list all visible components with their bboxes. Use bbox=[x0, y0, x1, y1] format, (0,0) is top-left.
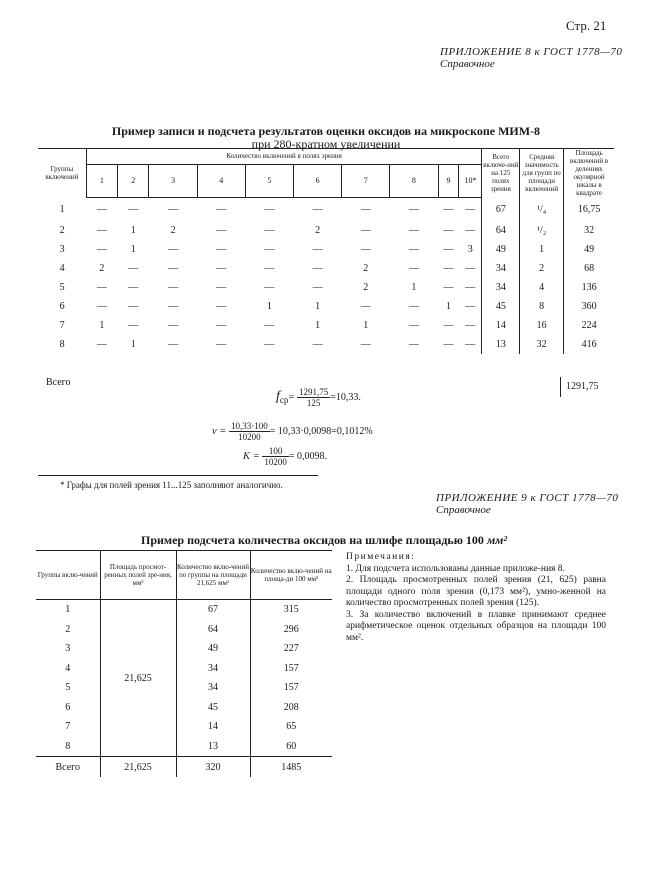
field-cell: 1 bbox=[266, 301, 272, 312]
footnote: * Графы для полей зрения 11...125 заполняют аналогично. bbox=[60, 480, 283, 490]
table-row bbox=[36, 639, 332, 659]
avg-cell: 8 bbox=[520, 297, 564, 316]
formula-f: $f_{ср}=$ $\frac{1291,75}{125}$ =10,33. bbox=[276, 387, 361, 408]
field-cell: — bbox=[443, 263, 454, 274]
table-row bbox=[38, 221, 614, 240]
table1-total-area: 1291,75 bbox=[566, 381, 599, 392]
field-cell: — bbox=[264, 263, 275, 274]
table1-title-line2: при 280-кратном увеличении bbox=[251, 137, 401, 151]
field-cell: — bbox=[264, 225, 275, 236]
appendix-8-title: ПРИЛОЖЕНИЕ 8 bbox=[440, 46, 532, 58]
field-cell: 1 bbox=[315, 301, 321, 312]
field-cell: — bbox=[264, 282, 275, 293]
field-cell: — bbox=[264, 339, 275, 350]
table-row bbox=[36, 659, 332, 679]
field-cell: — bbox=[96, 301, 107, 312]
col-header-field: 7 bbox=[342, 164, 390, 197]
field-cell: — bbox=[408, 263, 419, 274]
count-cell: 34 bbox=[176, 678, 250, 698]
col-header-field: 3 bbox=[149, 164, 197, 197]
field-cell: — bbox=[168, 301, 179, 312]
col-header-field: 5 bbox=[245, 164, 293, 197]
formula-v: v = $\frac{10,33\cdot 100}{10200}$ = 10,33·0,0098=0,1012% bbox=[212, 421, 373, 442]
note-item: 2. Площадь просмотренных полей зрения (21, 625) равна площади одного поля зрения (0,173 мм²), умно-женной на количество просмотренных полей зрения (125). bbox=[346, 575, 606, 608]
note-item: 3. За количество включений в плавке принимают среднее арифметическое оценок отдельных образцов на площади 100 мм². bbox=[346, 609, 606, 643]
area-cell: 416 bbox=[564, 335, 614, 354]
field-cell: — bbox=[408, 244, 419, 255]
field-cell: — bbox=[465, 203, 476, 215]
group-cell: 7 bbox=[59, 320, 65, 331]
group-cell: 6 bbox=[59, 301, 65, 312]
field-cell: — bbox=[312, 263, 323, 274]
field-cell: — bbox=[264, 203, 275, 215]
field-cell: — bbox=[312, 282, 323, 293]
group-cell: 2 bbox=[59, 225, 65, 236]
field-cell: — bbox=[168, 203, 179, 215]
area-cell: 21,625 bbox=[100, 600, 176, 757]
total-row bbox=[36, 757, 332, 778]
count-cell: 13 bbox=[176, 737, 250, 757]
field-cell: — bbox=[408, 320, 419, 331]
appendix-8-heading bbox=[440, 46, 622, 58]
total-cell: 49 bbox=[482, 240, 520, 259]
col-header-group: Группы включений bbox=[38, 149, 86, 198]
field-cell: — bbox=[443, 225, 454, 236]
appendix-9-heading bbox=[436, 492, 618, 504]
table1-title-line1: Пример записи и подсчета результатов оценки оксидов на микроскопе МИМ-8 bbox=[111, 124, 541, 138]
group-cell: 7 bbox=[65, 721, 71, 733]
group-cell: 5 bbox=[65, 682, 71, 694]
field-cell: — bbox=[443, 282, 454, 293]
table-row bbox=[36, 717, 332, 737]
field-cell: — bbox=[168, 282, 179, 293]
field-cell: — bbox=[216, 339, 227, 350]
table-row bbox=[36, 698, 332, 718]
field-cell: — bbox=[216, 301, 227, 312]
avg-cell: 16 bbox=[520, 316, 564, 335]
col-header-field: 9 bbox=[438, 164, 459, 197]
field-cell: 2 bbox=[315, 225, 321, 236]
total-cell: 13 bbox=[482, 335, 520, 354]
count-cell: 67 bbox=[176, 600, 250, 620]
total-cell: 14 bbox=[482, 316, 520, 335]
field-cell: — bbox=[360, 225, 371, 236]
field-cell: — bbox=[216, 244, 227, 255]
total-separator bbox=[560, 377, 561, 397]
count-cell: 14 bbox=[176, 717, 250, 737]
field-cell: — bbox=[128, 282, 139, 293]
field-cell: — bbox=[465, 339, 476, 350]
table-row bbox=[38, 240, 614, 259]
area-cell: 49 bbox=[564, 240, 614, 259]
table-row bbox=[36, 620, 332, 640]
group-cell: 1 bbox=[65, 604, 71, 616]
page-number: Стр. 21 bbox=[566, 18, 607, 33]
field-cell: 1 bbox=[130, 244, 136, 255]
formula-k: K = $\frac{100}{10200}$ = 0,0098. bbox=[243, 446, 327, 467]
total-cell: 45 bbox=[482, 297, 520, 316]
field-cell: — bbox=[360, 301, 371, 312]
field-cell: — bbox=[128, 203, 139, 215]
field-cell: — bbox=[96, 282, 107, 293]
total-area: 21,625 bbox=[100, 757, 176, 778]
group-cell: 8 bbox=[59, 339, 65, 350]
area-cell: 136 bbox=[564, 278, 614, 297]
field-cell: — bbox=[96, 203, 107, 215]
field-cell: — bbox=[168, 320, 179, 331]
field-cell: 1 bbox=[99, 320, 105, 331]
note-item: 1. Для подсчета использованы данные приложе-ния 8. bbox=[346, 563, 565, 574]
field-cell: 2 bbox=[363, 282, 369, 293]
field-cell: — bbox=[96, 225, 107, 236]
appendix-9-ref: к ГОСТ 1778—70 bbox=[530, 492, 619, 504]
table-row bbox=[38, 335, 614, 354]
field-cell: 1 bbox=[445, 301, 451, 312]
oxide-area-table bbox=[36, 550, 332, 777]
field-cell: — bbox=[128, 263, 139, 274]
field-cell: — bbox=[443, 203, 454, 215]
area-cell: 224 bbox=[564, 316, 614, 335]
field-cell: — bbox=[312, 244, 323, 255]
count-100-cell: 60 bbox=[250, 737, 332, 757]
count-100-cell: 296 bbox=[250, 620, 332, 640]
total-label: Всего bbox=[36, 757, 100, 778]
col-header-count: Количество вклю-чений по группы на площади 21,625 мм² bbox=[176, 551, 250, 600]
field-cell: — bbox=[443, 339, 454, 350]
field-cell: 2 bbox=[99, 263, 105, 274]
area-cell: 32 bbox=[564, 221, 614, 240]
count-100-cell: 227 bbox=[250, 639, 332, 659]
field-cell: — bbox=[216, 320, 227, 331]
col-header-avg: Средняя значимость для групп по площади включений bbox=[520, 149, 564, 198]
appendix-9-type: Справочное bbox=[436, 504, 491, 516]
field-cell: 1 bbox=[363, 320, 369, 331]
group-cell: 6 bbox=[65, 701, 71, 713]
col-header-field: 6 bbox=[294, 164, 342, 197]
field-cell: 1 bbox=[130, 225, 136, 236]
group-cell: 2 bbox=[65, 623, 71, 635]
table-row bbox=[38, 316, 614, 335]
col-header-group: Группы вклю-чений bbox=[36, 551, 100, 600]
group-cell: 3 bbox=[59, 244, 65, 255]
field-cell: — bbox=[168, 244, 179, 255]
field-cell: — bbox=[408, 225, 419, 236]
appendix-9-title: ПРИЛОЖЕНИЕ 9 bbox=[436, 492, 528, 504]
field-cell: — bbox=[465, 320, 476, 331]
table2-title: Пример подсчета количества оксидов на шлифе площадью 100 мм² bbox=[141, 533, 507, 547]
table-row bbox=[36, 678, 332, 698]
avg-cell: 2 bbox=[520, 259, 564, 278]
table-row bbox=[36, 737, 332, 757]
field-cell: 2 bbox=[363, 263, 369, 274]
table-row bbox=[38, 197, 614, 221]
col-header-fields: Количество включений в полях зрения bbox=[86, 149, 482, 165]
col-header-field: 10* bbox=[459, 164, 482, 197]
appendix-8-ref: к ГОСТ 1778—70 bbox=[534, 46, 623, 58]
group-cell: 1 bbox=[59, 203, 65, 215]
col-header-total: Всего включе-ний на 125 полях зрения bbox=[482, 149, 520, 198]
area-cell: 16,75 bbox=[564, 197, 614, 221]
total-count-100: 1485 bbox=[250, 757, 332, 778]
group-cell: 3 bbox=[65, 643, 71, 655]
group-cell: 4 bbox=[65, 662, 71, 674]
oxide-count-table bbox=[38, 148, 614, 354]
field-cell: — bbox=[312, 203, 323, 215]
field-cell: — bbox=[96, 339, 107, 350]
table1-total-label: Всего bbox=[46, 377, 71, 388]
field-cell: — bbox=[408, 301, 419, 312]
field-cell: — bbox=[168, 263, 179, 274]
field-cell: — bbox=[216, 225, 227, 236]
area-cell: 360 bbox=[564, 297, 614, 316]
field-cell: — bbox=[360, 339, 371, 350]
total-count: 320 bbox=[176, 757, 250, 778]
field-cell: — bbox=[128, 320, 139, 331]
field-cell: — bbox=[465, 225, 476, 236]
appendix-8-type: Справочное bbox=[440, 58, 495, 70]
field-cell: — bbox=[264, 244, 275, 255]
area-cell: 68 bbox=[564, 259, 614, 278]
avg-cell: 1 bbox=[520, 240, 564, 259]
count-cell: 45 bbox=[176, 698, 250, 718]
field-cell: 1 bbox=[411, 282, 417, 293]
col-header-field: 4 bbox=[197, 164, 245, 197]
field-cell: — bbox=[96, 244, 107, 255]
field-cell: — bbox=[216, 203, 227, 215]
count-100-cell: 65 bbox=[250, 717, 332, 737]
field-cell: — bbox=[408, 339, 419, 350]
table-row bbox=[38, 278, 614, 297]
table-row bbox=[38, 297, 614, 316]
col-header-count-100: Количество вклю-чений на площа-ди 100 мм² bbox=[250, 551, 332, 600]
avg-cell: 32 bbox=[520, 335, 564, 354]
avg-cell: ¹/₄ bbox=[520, 197, 564, 221]
field-cell: — bbox=[360, 203, 371, 215]
field-cell: — bbox=[360, 244, 371, 255]
field-cell: — bbox=[264, 320, 275, 331]
field-cell: 3 bbox=[467, 244, 473, 255]
field-cell: 2 bbox=[170, 225, 176, 236]
table-row bbox=[36, 600, 332, 620]
col-header-area: Площадь просмот-ренных полей зре-ния, мм² bbox=[100, 551, 176, 600]
field-cell: — bbox=[443, 244, 454, 255]
field-cell: — bbox=[312, 339, 323, 350]
field-cell: — bbox=[216, 263, 227, 274]
count-cell: 34 bbox=[176, 659, 250, 679]
group-cell: 8 bbox=[65, 740, 71, 752]
field-cell: 1 bbox=[315, 320, 321, 331]
total-cell: 34 bbox=[482, 278, 520, 297]
count-100-cell: 208 bbox=[250, 698, 332, 718]
count-100-cell: 315 bbox=[250, 600, 332, 620]
col-header-area: Площадь включений в делениях окулярной шкалы в квадрате bbox=[564, 149, 614, 198]
count-100-cell: 157 bbox=[250, 659, 332, 679]
col-header-field: 1 bbox=[86, 164, 117, 197]
field-cell: 1 bbox=[130, 339, 136, 350]
field-cell: — bbox=[408, 203, 419, 215]
total-cell: 34 bbox=[482, 259, 520, 278]
field-cell: — bbox=[443, 320, 454, 331]
total-cell: 64 bbox=[482, 221, 520, 240]
table-row bbox=[38, 259, 614, 278]
count-100-cell: 157 bbox=[250, 678, 332, 698]
field-cell: — bbox=[168, 339, 179, 350]
field-cell: — bbox=[128, 301, 139, 312]
footnote-rule bbox=[38, 475, 318, 476]
notes-block bbox=[346, 552, 606, 644]
count-cell: 49 bbox=[176, 639, 250, 659]
field-cell: — bbox=[465, 263, 476, 274]
group-cell: 5 bbox=[59, 282, 65, 293]
field-cell: — bbox=[216, 282, 227, 293]
col-header-field: 2 bbox=[118, 164, 149, 197]
notes-heading: Примечания: bbox=[346, 552, 416, 562]
total-cell: 67 bbox=[482, 197, 520, 221]
group-cell: 4 bbox=[59, 263, 65, 274]
avg-cell: ¹/₂ bbox=[520, 221, 564, 240]
field-cell: — bbox=[465, 282, 476, 293]
avg-cell: 4 bbox=[520, 278, 564, 297]
col-header-field: 8 bbox=[390, 164, 438, 197]
field-cell: — bbox=[465, 301, 476, 312]
count-cell: 64 bbox=[176, 620, 250, 640]
